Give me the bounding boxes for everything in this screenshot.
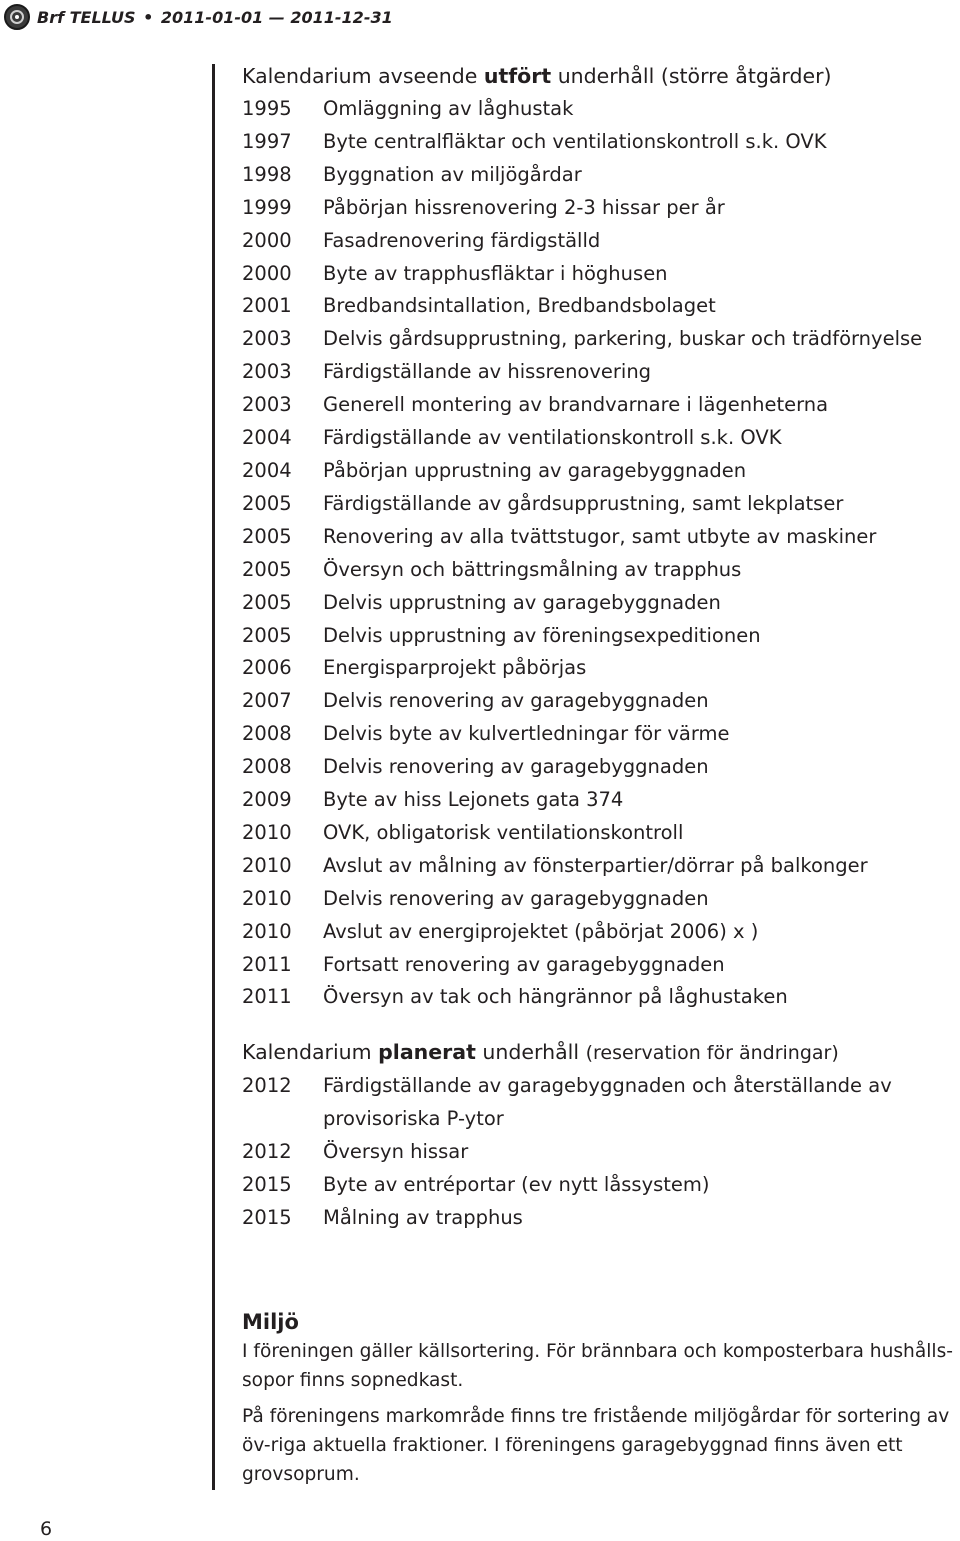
heading-bold-word: utfört — [483, 64, 552, 88]
entry-year: 2012 — [242, 1140, 292, 1164]
entry-description: Fortsatt renovering av garagebyggnaden — [323, 952, 725, 976]
maintenance-entry — [242, 455, 958, 488]
entry-description: OVK, obligatorisk ventilationskontroll — [323, 820, 684, 844]
entry-description: Påbörjan upprustning av garagebyggnaden — [323, 458, 747, 482]
entry-description: Översyn hissar — [323, 1140, 469, 1164]
entry-description: Färdigställande av garagebyggnaden och återställande av provisoriska P-ytor — [323, 1074, 892, 1131]
brand-name: Brf TELLUS — [37, 7, 136, 27]
entry-description: Delvis renovering av garagebyggnaden — [323, 755, 709, 779]
entry-description: Byte av hiss Lejonets gata 374 — [323, 788, 624, 812]
miljo-paragraph: På föreningens markområde finns tre fristående miljögårdar för sortering av öv-riga aktuella fraktioner. I föreningens garagebyggnad finns även ett grovsoprum. — [242, 1405, 950, 1485]
entry-year: 2005 — [242, 491, 292, 515]
entry-description: Byte av entréportar (ev nytt låssystem) — [323, 1173, 710, 1197]
maintenance-entry — [242, 488, 958, 521]
entry-year: 2015 — [242, 1173, 292, 1197]
entry-description: Omläggning av låghustak — [323, 97, 574, 120]
entry-year: 1995 — [242, 97, 292, 120]
margin-rule — [212, 64, 215, 1490]
entry-description: Färdigställande av gårdsupprustning, samt lekplatser — [323, 491, 844, 515]
entry-year: 2015 — [242, 1206, 292, 1229]
entry-description: Färdigställande av ventilationskontroll s.k. OVK — [323, 426, 782, 450]
entry-year: 2000 — [242, 261, 292, 285]
maintenance-entry — [242, 192, 958, 225]
maintenance-entry — [242, 883, 958, 916]
entry-year: 2006 — [242, 656, 292, 680]
section-spacer — [242, 1014, 958, 1036]
entry-year: 2011 — [242, 952, 292, 976]
maintenance-entry — [242, 422, 958, 455]
entry-description: Delvis byte av kulvertledningar för värme — [323, 722, 730, 746]
heading-suffix: underhåll (större åtgärder) — [551, 64, 832, 88]
maintenance-entry — [242, 916, 958, 949]
entry-description: Delvis gårdsupprustning, parkering, buskar och trädförnyelse — [323, 327, 923, 351]
done-maintenance-heading — [242, 60, 958, 93]
entry-year: 2005 — [242, 557, 292, 581]
heading-prefix: Kalendarium avseende — [242, 64, 484, 88]
maintenance-entry — [242, 718, 958, 751]
maintenance-entry — [242, 554, 958, 587]
entry-description: Färdigställande av hissrenovering — [323, 360, 652, 384]
heading-note: (reservation för ändringar) — [585, 1042, 839, 1065]
done-maintenance-list — [242, 93, 958, 1014]
entry-description: Byte av trapphusfläktar i höghusen — [323, 261, 668, 285]
maintenance-entry — [242, 356, 958, 389]
entry-year: 2011 — [242, 985, 292, 1009]
entry-year: 2012 — [242, 1074, 292, 1098]
entry-year: 2010 — [242, 886, 292, 910]
entry-year: 2010 — [242, 853, 292, 877]
maintenance-entry — [242, 389, 958, 422]
entry-year: 2003 — [242, 327, 292, 351]
header-title — [37, 8, 393, 27]
entry-year: 1997 — [242, 129, 292, 153]
planned-maintenance-heading — [242, 1036, 958, 1070]
entry-year: 2005 — [242, 590, 292, 614]
entry-description: Fasadrenovering färdigställd — [323, 228, 601, 252]
maintenance-entry — [242, 93, 958, 126]
page-header — [4, 0, 393, 34]
maintenance-entry — [242, 751, 958, 784]
page-number: 6 — [40, 1518, 53, 1540]
entry-description: Översyn och bättringsmålning av trapphus — [323, 557, 742, 581]
entry-description: Delvis renovering av garagebyggnaden — [323, 886, 709, 910]
entry-year: 2004 — [242, 426, 292, 450]
entry-description: Målning av trapphus — [323, 1206, 523, 1229]
bullet-separator: • — [143, 7, 154, 27]
maintenance-entry — [242, 225, 958, 258]
entry-year: 2010 — [242, 919, 292, 943]
maintenance-entry — [242, 290, 958, 323]
maintenance-entry — [242, 587, 958, 620]
maintenance-entry — [242, 126, 958, 159]
entry-year: 1999 — [242, 195, 292, 219]
heading-prefix: Kalendarium — [242, 1040, 379, 1065]
maintenance-entry — [242, 521, 958, 554]
heading-bold-word: planerat — [378, 1040, 476, 1065]
maintenance-entry — [242, 258, 958, 291]
section-spacer — [242, 1235, 958, 1309]
entry-description: Energisparprojekt påbörjas — [323, 656, 587, 680]
entry-year: 2010 — [242, 820, 292, 844]
entry-year: 2005 — [242, 623, 292, 647]
entry-description: Delvis upprustning av garagebyggnaden — [323, 590, 721, 614]
fiscal-period: 2011-01-01 — 2011-12-31 — [160, 7, 393, 27]
entry-year: 2008 — [242, 755, 292, 779]
maintenance-entry — [242, 981, 958, 1014]
entry-year: 2009 — [242, 788, 292, 812]
entry-description: Renovering av alla tvättstugor, samt utbyte av maskiner — [323, 524, 877, 548]
entry-year: 2005 — [242, 524, 292, 548]
maintenance-entry — [242, 685, 958, 718]
maintenance-entry — [242, 159, 958, 192]
maintenance-entry — [242, 850, 958, 883]
entry-description: Delvis renovering av garagebyggnaden — [323, 689, 709, 713]
maintenance-entry — [242, 652, 958, 685]
entry-description: Avslut av målning av fönsterpartier/dörrar på balkonger — [323, 853, 868, 877]
maintenance-entry — [242, 949, 958, 982]
entry-description: Byte centralfläktar och ventilationskontroll s.k. OVK — [323, 129, 827, 153]
main-content — [242, 60, 958, 1496]
entry-description: Delvis upprustning av föreningsexpeditionen — [323, 623, 761, 647]
maintenance-entry — [242, 817, 958, 850]
entry-year: 2003 — [242, 360, 292, 384]
planned-maintenance-list — [242, 1070, 958, 1235]
entry-year: 2004 — [242, 458, 292, 482]
maintenance-entry — [242, 1202, 958, 1235]
entry-description: Byggnation av miljögårdar — [323, 162, 582, 186]
maintenance-entry — [242, 1136, 958, 1169]
entry-description: Översyn av tak och hängrännor på låghustaken — [323, 985, 788, 1009]
entry-year: 2008 — [242, 722, 292, 746]
entry-year: 1998 — [242, 162, 292, 186]
entry-year: 2007 — [242, 689, 292, 713]
maintenance-entry — [242, 620, 958, 653]
maintenance-entry — [242, 323, 958, 356]
tellus-logo-icon — [4, 4, 30, 30]
maintenance-entry — [242, 1070, 958, 1136]
entry-year: 2001 — [242, 294, 292, 318]
entry-year: 2000 — [242, 228, 292, 252]
miljo-heading: Miljö — [242, 1309, 299, 1334]
maintenance-entry — [242, 1169, 958, 1202]
entry-description: Generell montering av brandvarnare i lägenheterna — [323, 393, 829, 417]
entry-year: 2003 — [242, 393, 292, 417]
miljo-paragraph: I föreningen gäller källsortering. För brännbara och komposterbara hushålls-sopor finns sopnedkast. — [242, 1340, 953, 1391]
entry-description: Avslut av energiprojektet (påbörjat 2006) x ) — [323, 919, 759, 943]
heading-middle: underhåll — [475, 1040, 586, 1065]
entry-description: Bredbandsintallation, Bredbandsbolaget — [323, 294, 716, 318]
maintenance-entry — [242, 784, 958, 817]
entry-description: Påbörjan hissrenovering 2-3 hissar per år — [323, 195, 725, 219]
